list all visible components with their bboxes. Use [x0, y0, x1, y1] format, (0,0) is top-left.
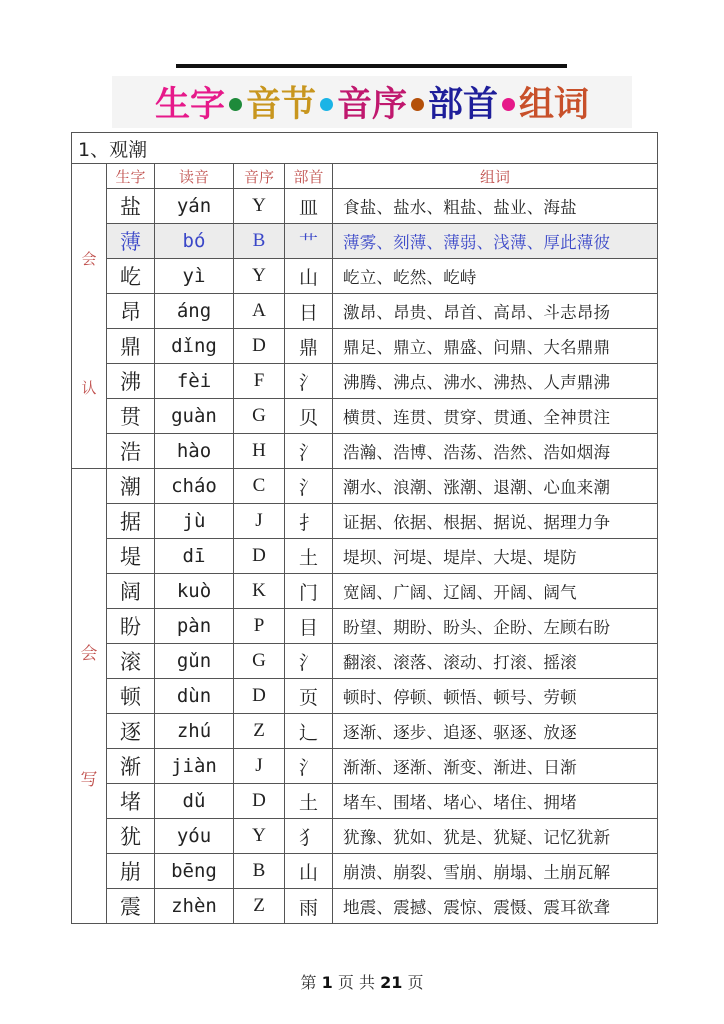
footer-prefix: 第	[300, 973, 317, 992]
pinyin-cell: dǐng	[155, 329, 234, 364]
order-letter-cell: D	[234, 679, 285, 714]
radical-cell: 辶	[285, 714, 333, 749]
word-list-cell: 屹立、屹然、屹峙	[333, 259, 658, 294]
word-list-cell: 潮水、浪潮、涨潮、退潮、心血来潮	[333, 469, 658, 504]
word-list-cell: 激昂、昂贵、昂首、高昂、斗志昂扬	[333, 294, 658, 329]
pinyin-cell: jiàn	[155, 749, 234, 784]
pinyin-cell: áng	[155, 294, 234, 329]
table-row	[72, 889, 658, 924]
radical-cell: 犭	[285, 819, 333, 854]
table-row	[72, 574, 658, 609]
table-row	[72, 854, 658, 889]
order-letter-cell: G	[234, 399, 285, 434]
pinyin-cell: jù	[155, 504, 234, 539]
page-footer	[0, 970, 724, 993]
title-banner	[112, 76, 632, 128]
word-list-cell: 顿时、停顿、顿悟、顿号、劳顿	[333, 679, 658, 714]
char-cell: 阔	[107, 574, 155, 609]
radical-cell: 氵	[285, 364, 333, 399]
table-row	[72, 539, 658, 574]
word-list-cell: 逐渐、逐步、追逐、驱逐、放逐	[333, 714, 658, 749]
radical-cell: 门	[285, 574, 333, 609]
radical-cell: 艹	[285, 224, 333, 259]
order-letter-cell: B	[234, 854, 285, 889]
current-page-number: 1	[321, 973, 333, 992]
radical-cell: 日	[285, 294, 333, 329]
radical-cell: 氵	[285, 749, 333, 784]
lesson-title: 1、观潮	[72, 133, 658, 164]
char-cell: 犹	[107, 819, 155, 854]
header-char: 生字	[107, 164, 155, 189]
pinyin-cell: zhèn	[155, 889, 234, 924]
radical-cell: 皿	[285, 189, 333, 224]
pinyin-cell: bēng	[155, 854, 234, 889]
pinyin-cell: dùn	[155, 679, 234, 714]
char-cell: 震	[107, 889, 155, 924]
radical-cell: 贝	[285, 399, 333, 434]
table-row	[72, 679, 658, 714]
char-cell: 薄	[107, 224, 155, 259]
order-letter-cell: D	[234, 539, 285, 574]
word-list-cell: 食盐、盐水、粗盐、盐业、海盐	[333, 189, 658, 224]
table-row	[72, 294, 658, 329]
top-rule	[176, 64, 567, 68]
radical-cell: 土	[285, 784, 333, 819]
header-pinyin: 读音	[155, 164, 234, 189]
table-row	[72, 819, 658, 854]
table-row	[72, 609, 658, 644]
char-cell: 屹	[107, 259, 155, 294]
char-cell: 顿	[107, 679, 155, 714]
char-cell: 贯	[107, 399, 155, 434]
order-letter-cell: Y	[234, 819, 285, 854]
radical-cell: 扌	[285, 504, 333, 539]
pinyin-cell: fèi	[155, 364, 234, 399]
pinyin-cell: yán	[155, 189, 234, 224]
group-label-top: 会	[80, 644, 98, 664]
table-row	[72, 714, 658, 749]
word-list-cell: 堤坝、河堤、堤岸、大堤、堤防	[333, 539, 658, 574]
pinyin-cell: gǔn	[155, 644, 234, 679]
char-cell: 盼	[107, 609, 155, 644]
table-row	[72, 644, 658, 679]
radical-cell: 山	[285, 259, 333, 294]
char-cell: 据	[107, 504, 155, 539]
order-letter-cell: D	[234, 329, 285, 364]
pinyin-cell: bó	[155, 224, 234, 259]
banner-word-zuci: 组词	[519, 85, 590, 125]
order-letter-cell: K	[234, 574, 285, 609]
char-cell: 堤	[107, 539, 155, 574]
bullet-dot-icon	[411, 98, 424, 111]
word-list-cell: 证据、依据、根据、据说、据理力争	[333, 504, 658, 539]
word-list-cell: 薄雾、刻薄、薄弱、浅薄、厚此薄彼	[333, 224, 658, 259]
radical-cell: 土	[285, 539, 333, 574]
radical-cell: 氵	[285, 469, 333, 504]
word-list-cell: 犹豫、犹如、犹是、犹疑、记忆犹新	[333, 819, 658, 854]
pinyin-cell: pàn	[155, 609, 234, 644]
group-label-bottom: 认	[81, 379, 97, 397]
word-list-cell: 宽阔、广阔、辽阔、开阔、阔气	[333, 574, 658, 609]
word-list-cell: 渐渐、逐渐、渐变、渐进、日渐	[333, 749, 658, 784]
word-list-cell: 盼望、期盼、盼头、企盼、左顾右盼	[333, 609, 658, 644]
order-letter-cell: P	[234, 609, 285, 644]
table-row	[72, 189, 658, 224]
pinyin-cell: dǔ	[155, 784, 234, 819]
footer-suffix: 页	[407, 973, 424, 992]
banner-word-yinxu: 音序	[336, 85, 407, 125]
table-row	[72, 504, 658, 539]
char-cell: 逐	[107, 714, 155, 749]
word-list-cell: 沸腾、沸点、沸水、沸热、人声鼎沸	[333, 364, 658, 399]
char-cell: 沸	[107, 364, 155, 399]
table-row	[72, 749, 658, 784]
bullet-dot-icon	[320, 98, 333, 111]
char-cell: 浩	[107, 434, 155, 469]
order-letter-cell: Z	[234, 714, 285, 749]
table-row	[72, 434, 658, 469]
footer-middle: 页 共	[337, 973, 375, 992]
header-radical: 部首	[285, 164, 333, 189]
char-cell: 渐	[107, 749, 155, 784]
radical-cell: 目	[285, 609, 333, 644]
group-label-huixie	[72, 469, 107, 924]
word-list-cell: 鼎足、鼎立、鼎盛、问鼎、大名鼎鼎	[333, 329, 658, 364]
char-cell: 昂	[107, 294, 155, 329]
char-cell: 堵	[107, 784, 155, 819]
order-letter-cell: Y	[234, 189, 285, 224]
pinyin-cell: kuò	[155, 574, 234, 609]
table-row	[72, 399, 658, 434]
radical-cell: 鼎	[285, 329, 333, 364]
bullet-dot-icon	[229, 98, 242, 111]
char-cell: 鼎	[107, 329, 155, 364]
banner-word-shengzi: 生字	[154, 85, 225, 125]
pinyin-cell: hào	[155, 434, 234, 469]
banner-word-bushou: 部首	[428, 85, 499, 125]
order-letter-cell: H	[234, 434, 285, 469]
order-letter-cell: G	[234, 644, 285, 679]
char-cell: 崩	[107, 854, 155, 889]
word-list-cell: 地震、震撼、震惊、震慑、震耳欲聋	[333, 889, 658, 924]
word-list-cell: 横贯、连贯、贯穿、贯通、全神贯注	[333, 399, 658, 434]
pinyin-cell: guàn	[155, 399, 234, 434]
order-letter-cell: D	[234, 784, 285, 819]
radical-cell: 页	[285, 679, 333, 714]
table-row	[72, 784, 658, 819]
banner-word-yinjie: 音节	[245, 85, 316, 125]
char-cell: 潮	[107, 469, 155, 504]
group-label-huiren	[72, 164, 107, 469]
total-pages: 21	[380, 973, 403, 992]
table-row	[72, 364, 658, 399]
order-letter-cell: Y	[234, 259, 285, 294]
pinyin-cell: zhú	[155, 714, 234, 749]
table-header-row	[72, 164, 658, 189]
order-letter-cell: C	[234, 469, 285, 504]
order-letter-cell: J	[234, 749, 285, 784]
order-letter-cell: J	[234, 504, 285, 539]
order-letter-cell: B	[234, 224, 285, 259]
table-row	[72, 259, 658, 294]
order-letter-cell: A	[234, 294, 285, 329]
header-words: 组词	[333, 164, 658, 189]
order-letter-cell: Z	[234, 889, 285, 924]
group-label-top: 会	[81, 250, 97, 268]
pinyin-cell: cháo	[155, 469, 234, 504]
radical-cell: 雨	[285, 889, 333, 924]
radical-cell: 氵	[285, 434, 333, 469]
bullet-dot-icon	[502, 98, 515, 111]
word-list-cell: 浩瀚、浩博、浩荡、浩然、浩如烟海	[333, 434, 658, 469]
radical-cell: 山	[285, 854, 333, 889]
pinyin-cell: yóu	[155, 819, 234, 854]
radical-cell: 氵	[285, 644, 333, 679]
group-label-bottom: 写	[80, 770, 98, 790]
pinyin-cell: dī	[155, 539, 234, 574]
word-list-cell: 崩溃、崩裂、雪崩、崩塌、土崩瓦解	[333, 854, 658, 889]
order-letter-cell: F	[234, 364, 285, 399]
char-cell: 滚	[107, 644, 155, 679]
table-row	[72, 329, 658, 364]
table-row	[72, 224, 658, 259]
header-order: 音序	[234, 164, 285, 189]
char-cell: 盐	[107, 189, 155, 224]
word-list-cell: 堵车、围堵、堵心、堵住、拥堵	[333, 784, 658, 819]
word-list-cell: 翻滚、滚落、滚动、打滚、摇滚	[333, 644, 658, 679]
vocab-table	[71, 132, 658, 924]
table-row	[72, 469, 658, 504]
pinyin-cell: yì	[155, 259, 234, 294]
